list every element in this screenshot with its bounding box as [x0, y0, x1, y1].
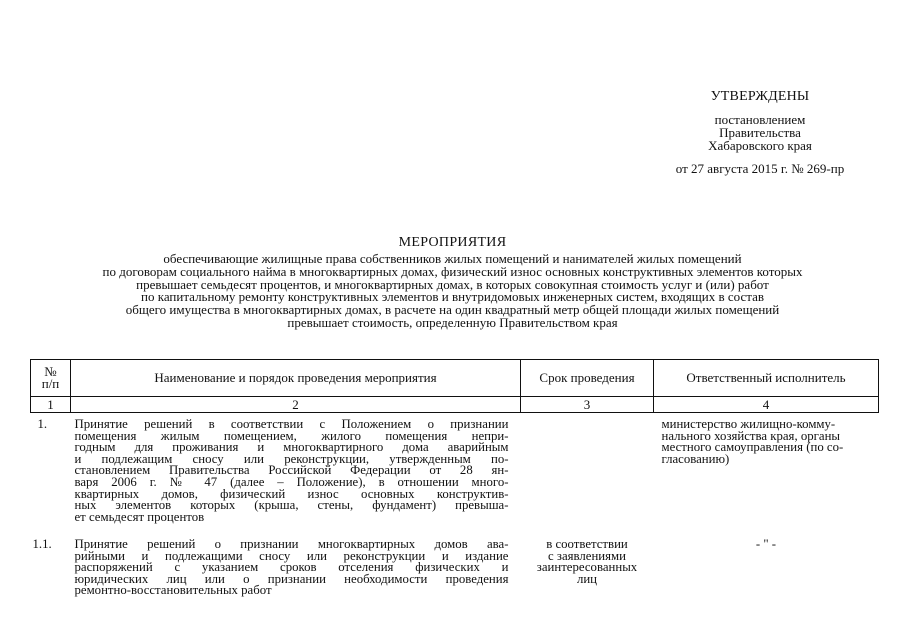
row-responsible — [654, 535, 879, 597]
subtitle-line: превышает стоимость, определенную Правительством края — [287, 314, 618, 330]
header-term: Срок проведения — [521, 360, 654, 397]
approval-decree-line: Правительства — [719, 125, 801, 140]
term-text-line: с заявлениями — [548, 548, 626, 563]
approval-date: от 27 августа 2015 г. № 269-пр — [675, 161, 845, 176]
subtitle-line: общего имущества в многоквартирных домах, в расчете на один квадратный метр общей площади жилых помещений — [125, 302, 780, 318]
table-header-row — [31, 360, 879, 397]
row-number: 1. — [37, 417, 48, 431]
row-term — [521, 535, 654, 597]
subtitle-line: превышает семьдесят процентов, и многоквартирных домах, в которых совокупная стоимость услуг и (или) работ — [136, 276, 769, 292]
responsible-text-line: местного самоуправления (по со- — [661, 440, 844, 455]
measure-text-line: годным для проживания и многоквартирного дома аварийным — [74, 440, 509, 455]
approval-title: УТВЕРЖДЕНЫ — [710, 89, 810, 104]
responsible-text-line: гласованию) — [661, 451, 730, 466]
responsible-ditto-mark: - " - — [755, 537, 777, 551]
measure-text-line: Принятие решений о признании многоквартирных домов ава- — [74, 537, 509, 551]
subtitle-line: обеспечивающие жилищные права собственников жилых помещений и нанимателей жилых помещений — [163, 251, 742, 266]
header-num-symbol: № — [44, 364, 57, 379]
responsible-text-line: министерство жилищно-комму- — [661, 417, 836, 431]
approval-decree-line: постановлением — [714, 112, 806, 127]
measure-text-line: помещения жилым помещением, жилого помещения непри- — [74, 428, 509, 443]
column-number: 4 — [654, 397, 879, 413]
header-responsible: Ответственный исполнитель — [654, 360, 879, 397]
column-number-row — [31, 397, 879, 413]
subtitle-line: по договорам социального найма в многоквартирных домах, физический износ основных конструктивных элементов которых — [102, 263, 803, 279]
column-number: 1 — [31, 397, 71, 413]
row-responsible — [654, 413, 879, 536]
row-measure-name — [71, 535, 521, 597]
table-row — [31, 413, 879, 536]
measure-text-line: ет семьдесят процентов — [74, 509, 205, 524]
term-text-line: в соответствии — [546, 537, 628, 551]
measure-text-line: становлением Правительства Российской Федерации от 28 ян- — [74, 463, 509, 478]
document-title: МЕРОПРИЯТИЯ — [398, 235, 507, 250]
measure-text-line: квартирных домов, физический износ основных конструктив- — [74, 486, 509, 501]
responsible-text-line: нального хозяйства края, органы — [661, 428, 841, 443]
row-number: 1.1. — [32, 537, 52, 551]
document-subtitle — [30, 253, 875, 330]
measure-text-line: и подлежащим сносу или реконструкции, утвержденным по- — [74, 451, 509, 466]
measure-text-line: ных элементов которых (крыша, стены, фундамент) превыша- — [74, 498, 509, 513]
measure-text-line: Принятие решений в соответствии с Положением о признании — [74, 417, 509, 431]
subtitle-line: по капитальному ремонту конструктивных элементов и внутридомовых инженерных систем, входящих в состав — [141, 289, 764, 305]
column-number: 3 — [521, 397, 654, 413]
header-num — [31, 360, 71, 397]
row-term — [521, 413, 654, 536]
measure-text-line: рийными и подлежащими сносу или реконструкции и издание — [74, 548, 509, 563]
measure-text-line: варя 2006 г. № 47 (далее – Положение), в отношении много- — [74, 474, 509, 489]
measure-text-line: ремонтно-восстановительных работ — [74, 583, 272, 598]
row-measure-name — [71, 413, 521, 536]
term-text-line: заинтересованных — [536, 560, 638, 575]
measure-text-line: распоряжений с указанием сроков отселения физических и — [74, 560, 509, 575]
term-text-line: лиц — [576, 571, 598, 586]
measures-table — [30, 359, 879, 597]
approval-decree-line: Хабаровского края — [708, 138, 812, 153]
table-row — [31, 535, 879, 597]
measure-text-line: юридических лиц или о признании необходимости проведения — [74, 571, 509, 586]
header-name: Наименование и порядок проведения мероприятия — [71, 360, 521, 397]
column-number: 2 — [71, 397, 521, 413]
approval-block — [640, 90, 880, 175]
header-num-abbr: п/п — [41, 376, 60, 391]
